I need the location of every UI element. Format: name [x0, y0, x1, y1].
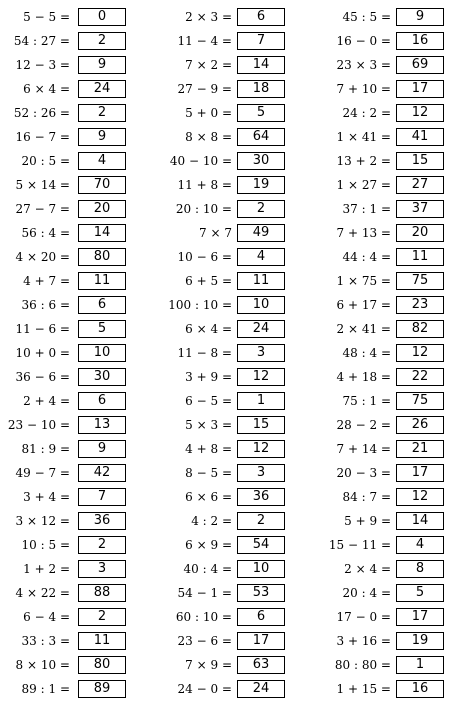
answer-box: 17 — [237, 632, 285, 650]
problem-expression: 23 − 6 = — [177, 634, 232, 648]
problem-expression: 36 − 6 = — [15, 370, 70, 384]
answer-box: 75 — [396, 272, 444, 290]
problem-expression: 60 : 10 = — [175, 610, 232, 624]
answer-box: 1 — [396, 656, 444, 674]
answer-box: 10 — [237, 296, 285, 314]
answer-box: 30 — [78, 368, 126, 386]
answer-box: 14 — [396, 512, 444, 530]
answer-box: 9 — [78, 440, 126, 458]
answer-box: 9 — [78, 56, 126, 74]
problem-expression: 2 + 4 = — [23, 394, 70, 408]
problem-expression: 5 × 3 = — [185, 418, 232, 432]
answer-box: 16 — [396, 680, 444, 698]
answer-box: 24 — [237, 320, 285, 338]
problem-expression: 2 × 4 = — [344, 562, 391, 576]
problem-expression: 7 + 13 = — [336, 226, 391, 240]
problem-expression: 11 − 6 = — [15, 322, 70, 336]
answer-box: 14 — [237, 56, 285, 74]
answer-box: 17 — [396, 464, 444, 482]
answer-box: 22 — [396, 368, 444, 386]
answer-box: 5 — [396, 584, 444, 602]
answer-box: 12 — [396, 104, 444, 122]
answer-box: 30 — [237, 152, 285, 170]
answer-box: 2 — [78, 536, 126, 554]
problem-expression: 1 + 15 = — [336, 682, 391, 696]
answer-box: 69 — [396, 56, 444, 74]
problem-expression: 16 − 0 = — [336, 34, 391, 48]
problem-expression: 3 + 4 = — [23, 490, 70, 504]
problem-expression: 3 + 16 = — [336, 634, 391, 648]
answer-box: 2 — [78, 608, 126, 626]
problem-expression: 4 : 2 = — [191, 514, 232, 528]
problem-expression: 4 + 8 = — [185, 442, 232, 456]
problem-expression: 56 : 4 = — [21, 226, 70, 240]
problem-expression: 8 − 5 = — [185, 466, 232, 480]
answer-box: 11 — [78, 272, 126, 290]
answer-box: 80 — [78, 656, 126, 674]
answer-box: 5 — [237, 104, 285, 122]
problem-expression: 6 × 9 = — [185, 538, 232, 552]
problem-expression: 5 × 14 = — [15, 178, 70, 192]
answer-box: 19 — [237, 176, 285, 194]
problem-expression: 8 × 10 = — [15, 658, 70, 672]
answer-box: 80 — [78, 248, 126, 266]
problem-expression: 6 − 5 = — [185, 394, 232, 408]
answer-box: 6 — [237, 608, 285, 626]
answer-box: 9 — [396, 8, 444, 26]
answer-box: 89 — [78, 680, 126, 698]
answer-box: 7 — [78, 488, 126, 506]
problem-expression: 4 + 18 = — [336, 370, 391, 384]
problem-expression: 54 − 1 = — [177, 586, 232, 600]
answer-box: 2 — [237, 512, 285, 530]
problem-expression: 6 + 17 = — [336, 298, 391, 312]
problem-expression: 4 × 22 = — [15, 586, 70, 600]
answer-box: 12 — [237, 368, 285, 386]
problem-expression: 49 − 7 = — [15, 466, 70, 480]
problem-expression: 6 × 4 = — [185, 322, 232, 336]
answer-box: 5 — [78, 320, 126, 338]
problem-expression: 40 − 10 = — [169, 154, 232, 168]
problem-expression: 12 − 3 = — [15, 58, 70, 72]
problem-expression: 80 : 80 = — [334, 658, 391, 672]
problem-expression: 1 × 75 = — [336, 274, 391, 288]
problem-expression: 27 − 9 = — [177, 82, 232, 96]
problem-expression: 100 : 10 = — [168, 298, 232, 312]
answer-box: 3 — [237, 464, 285, 482]
problem-expression: 75 : 1 = — [342, 394, 391, 408]
problem-expression: 10 + 0 = — [15, 346, 70, 360]
problem-expression: 44 : 4 = — [342, 250, 391, 264]
problem-expression: 4 + 7 = — [23, 274, 70, 288]
answer-box: 4 — [396, 536, 444, 554]
answer-box: 19 — [396, 632, 444, 650]
answer-box: 41 — [396, 128, 444, 146]
answer-box: 0 — [78, 8, 126, 26]
answer-box: 12 — [237, 440, 285, 458]
answer-box: 24 — [237, 680, 285, 698]
answer-box: 11 — [78, 632, 126, 650]
problem-expression: 5 + 9 = — [344, 514, 391, 528]
problem-expression: 28 − 2 = — [336, 418, 391, 432]
answer-box: 70 — [78, 176, 126, 194]
problem-expression: 11 − 4 = — [177, 34, 232, 48]
answer-box: 15 — [396, 152, 444, 170]
problem-expression: 20 − 3 = — [336, 466, 391, 480]
answer-box: 16 — [396, 32, 444, 50]
problem-expression: 7 × 7 — [199, 226, 232, 240]
problem-expression: 20 : 10 = — [175, 202, 232, 216]
problem-expression: 36 : 6 = — [21, 298, 70, 312]
answer-box: 17 — [396, 80, 444, 98]
answer-box: 10 — [237, 560, 285, 578]
answer-box: 2 — [237, 200, 285, 218]
problem-expression: 6 − 4 = — [23, 610, 70, 624]
problem-expression: 81 : 9 = — [21, 442, 70, 456]
answer-box: 3 — [237, 344, 285, 362]
problem-expression: 40 : 4 = — [183, 562, 232, 576]
answer-box: 37 — [396, 200, 444, 218]
answer-box: 4 — [237, 248, 285, 266]
answer-box: 17 — [396, 608, 444, 626]
problem-expression: 24 : 2 = — [342, 106, 391, 120]
problem-expression: 11 − 8 = — [177, 346, 232, 360]
answer-box: 54 — [237, 536, 285, 554]
answer-box: 53 — [237, 584, 285, 602]
problem-expression: 23 × 3 = — [336, 58, 391, 72]
problem-expression: 6 × 4 = — [23, 82, 70, 96]
problem-expression: 27 − 7 = — [15, 202, 70, 216]
problem-expression: 6 × 6 = — [185, 490, 232, 504]
problem-expression: 7 × 9 = — [185, 658, 232, 672]
answer-box: 20 — [396, 224, 444, 242]
answer-box: 21 — [396, 440, 444, 458]
answer-box: 13 — [78, 416, 126, 434]
problem-expression: 45 : 5 = — [342, 10, 391, 24]
problem-expression: 20 : 5 = — [21, 154, 70, 168]
answer-box: 36 — [78, 512, 126, 530]
problem-expression: 2 × 3 = — [185, 10, 232, 24]
answer-box: 10 — [78, 344, 126, 362]
answer-box: 42 — [78, 464, 126, 482]
problem-expression: 5 − 5 = — [23, 10, 70, 24]
answer-box: 27 — [396, 176, 444, 194]
answer-box: 26 — [396, 416, 444, 434]
answer-box: 11 — [237, 272, 285, 290]
problem-expression: 7 + 10 = — [336, 82, 391, 96]
problem-expression: 16 − 7 = — [15, 130, 70, 144]
problem-expression: 15 − 11 = — [328, 538, 391, 552]
problem-expression: 10 − 6 = — [177, 250, 232, 264]
problem-expression: 6 + 5 = — [185, 274, 232, 288]
problem-expression: 13 + 2 = — [336, 154, 391, 168]
problem-expression: 84 : 7 = — [342, 490, 391, 504]
problem-expression: 17 − 0 = — [336, 610, 391, 624]
answer-box: 3 — [78, 560, 126, 578]
answer-box: 36 — [237, 488, 285, 506]
problem-expression: 8 × 8 = — [185, 130, 232, 144]
problem-expression: 23 − 10 = — [7, 418, 70, 432]
problem-expression: 7 × 2 = — [185, 58, 232, 72]
answer-box: 6 — [78, 392, 126, 410]
problem-expression: 37 : 1 = — [342, 202, 391, 216]
answer-box: 8 — [396, 560, 444, 578]
problem-expression: 4 × 20 = — [15, 250, 70, 264]
problem-expression: 5 + 0 = — [185, 106, 232, 120]
answer-box: 6 — [237, 8, 285, 26]
answer-box: 18 — [237, 80, 285, 98]
answer-box: 24 — [78, 80, 126, 98]
answer-box: 12 — [396, 344, 444, 362]
answer-box: 23 — [396, 296, 444, 314]
answer-box: 49 — [237, 224, 285, 242]
problem-expression: 7 + 14 = — [336, 442, 391, 456]
answer-box: 14 — [78, 224, 126, 242]
answer-box: 63 — [237, 656, 285, 674]
answer-box: 9 — [78, 128, 126, 146]
problem-expression: 33 : 3 = — [21, 634, 70, 648]
problem-expression: 1 + 2 = — [23, 562, 70, 576]
problem-expression: 24 − 0 = — [177, 682, 232, 696]
problem-expression: 20 : 4 = — [342, 586, 391, 600]
answer-box: 4 — [78, 152, 126, 170]
answer-box: 2 — [78, 32, 126, 50]
answer-box: 20 — [78, 200, 126, 218]
problem-expression: 54 : 27 = — [13, 34, 70, 48]
problem-expression: 10 : 5 = — [21, 538, 70, 552]
problem-expression: 11 + 8 = — [177, 178, 232, 192]
answer-box: 64 — [237, 128, 285, 146]
problem-expression: 1 × 27 = — [336, 178, 391, 192]
answer-box: 12 — [396, 488, 444, 506]
answer-box: 75 — [396, 392, 444, 410]
answer-box: 1 — [237, 392, 285, 410]
problem-expression: 48 : 4 = — [342, 346, 391, 360]
problem-expression: 89 : 1 = — [21, 682, 70, 696]
answer-box: 15 — [237, 416, 285, 434]
answer-box: 11 — [396, 248, 444, 266]
problem-expression: 2 × 41 = — [336, 322, 391, 336]
problem-expression: 3 × 12 = — [15, 514, 70, 528]
problem-expression: 3 + 9 = — [185, 370, 232, 384]
problem-expression: 1 × 41 = — [336, 130, 391, 144]
answer-box: 2 — [78, 104, 126, 122]
answer-box: 7 — [237, 32, 285, 50]
answer-box: 82 — [396, 320, 444, 338]
problem-expression: 52 : 26 = — [13, 106, 70, 120]
answer-box: 88 — [78, 584, 126, 602]
answer-box: 6 — [78, 296, 126, 314]
